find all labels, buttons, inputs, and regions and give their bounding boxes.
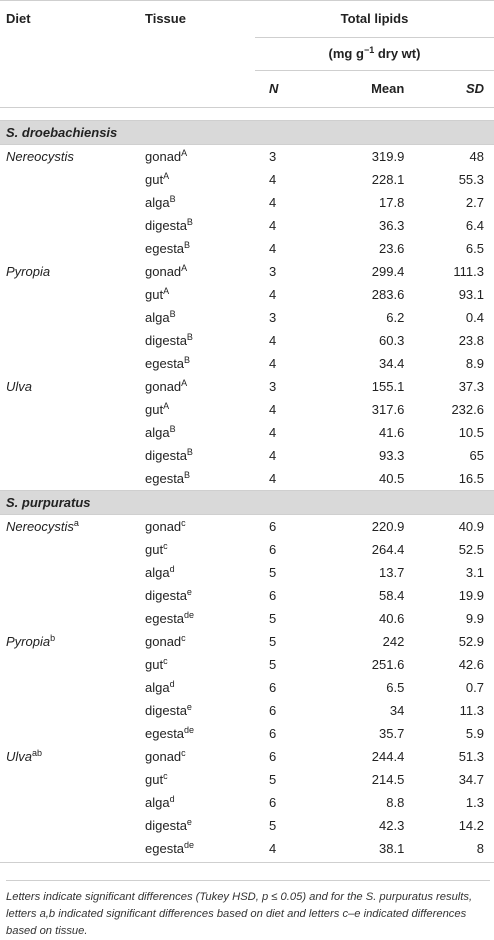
sd-cell: 8.9 <box>465 356 484 371</box>
sd-cell: 6.5 <box>465 241 484 256</box>
table-row <box>0 168 494 191</box>
mean-cell: 242 <box>382 634 405 649</box>
diet-cell <box>0 260 145 283</box>
diet-cell <box>0 515 145 539</box>
tissue-cell <box>145 768 255 791</box>
table-row <box>0 329 494 352</box>
total-lipids-header: Total lipids <box>255 1 494 38</box>
tissue-cell <box>145 607 255 630</box>
diet-name: Ulva <box>6 749 33 764</box>
tissue-cell <box>145 467 255 491</box>
tissue-name: gonad <box>145 634 182 649</box>
diet-cell <box>0 722 145 745</box>
diet-cell <box>0 306 145 329</box>
table-row <box>0 352 494 375</box>
table-row <box>0 676 494 699</box>
sd-cell: 55.3 <box>458 172 484 187</box>
n-cell: 3 <box>269 264 277 279</box>
mean-cell: 155.1 <box>371 379 405 394</box>
tissue-superscript: c <box>181 518 186 528</box>
n-cell: 6 <box>269 680 277 695</box>
diet-cell <box>0 467 145 491</box>
n-cell: 6 <box>269 749 277 764</box>
diet-cell <box>0 584 145 607</box>
table-row <box>0 398 494 421</box>
sd-cell: 52.5 <box>458 542 484 557</box>
table-row <box>0 814 494 837</box>
tissue-superscript: B <box>186 217 193 227</box>
species-label: S. droebachiensis <box>0 121 494 145</box>
tissue-superscript: B <box>184 470 191 480</box>
tissue-cell <box>145 237 255 260</box>
n-cell: 6 <box>269 726 277 741</box>
table-row <box>0 722 494 745</box>
diet-cell <box>0 538 145 561</box>
table-row <box>0 791 494 814</box>
mean-cell: 23.6 <box>379 241 405 256</box>
unit-exponent: −1 <box>363 45 375 55</box>
diet-cell <box>0 768 145 791</box>
sd-cell: 65 <box>469 448 484 463</box>
table-row <box>0 653 494 676</box>
diet-cell <box>0 814 145 837</box>
species-label: S. purpuratus <box>0 491 494 515</box>
sd-cell: 93.1 <box>458 287 484 302</box>
n-cell: 4 <box>269 287 277 302</box>
tissue-superscript: d <box>169 679 175 689</box>
sd-cell: 16.5 <box>458 471 484 486</box>
tissue-cell <box>145 653 255 676</box>
tissue-superscript: de <box>184 725 195 735</box>
mean-cell: 214.5 <box>371 772 405 787</box>
tissue-superscript: A <box>181 148 188 158</box>
sd-cell: 11.3 <box>459 703 484 718</box>
n-cell: 3 <box>269 310 277 325</box>
n-cell: 6 <box>269 542 277 557</box>
table-row <box>0 467 494 491</box>
diet-cell <box>0 398 145 421</box>
tissue-cell <box>145 584 255 607</box>
sd-cell: 40.9 <box>458 519 484 534</box>
tissue-superscript: A <box>163 171 170 181</box>
tissue-name: gut <box>145 542 164 557</box>
table-row <box>0 745 494 768</box>
tissue-name: gut <box>145 657 164 672</box>
diet-cell <box>0 375 145 398</box>
diet-cell <box>0 214 145 237</box>
n-cell: 4 <box>269 425 277 440</box>
diet-cell <box>0 168 145 191</box>
tissue-cell <box>145 214 255 237</box>
tissue-name: gonad <box>145 749 182 764</box>
tissue-header: Tissue <box>145 1 255 38</box>
sd-cell: 0.4 <box>465 310 484 325</box>
diet-cell <box>0 329 145 352</box>
mean-cell: 17.8 <box>379 195 405 210</box>
table-row <box>0 421 494 444</box>
mean-cell: 93.3 <box>379 448 405 463</box>
tissue-superscript: d <box>169 794 175 804</box>
sd-cell: 5.9 <box>465 726 484 741</box>
species-row <box>0 121 494 145</box>
tissue-name: gonad <box>145 149 182 164</box>
diet-cell <box>0 791 145 814</box>
tissue-name: alga <box>145 195 170 210</box>
tissue-cell <box>145 814 255 837</box>
diet-cell <box>0 745 145 768</box>
diet-superscript: ab <box>32 748 43 758</box>
diet-cell <box>0 237 145 260</box>
n-cell: 5 <box>269 818 277 833</box>
tissue-name: gonad <box>145 379 182 394</box>
tissue-cell <box>145 421 255 444</box>
diet-cell <box>0 699 145 722</box>
table-row <box>0 699 494 722</box>
mean-cell: 6.2 <box>386 310 405 325</box>
tissue-superscript: e <box>186 817 192 827</box>
mean-cell: 244.4 <box>371 749 405 764</box>
tissue-name: egesta <box>145 611 185 626</box>
tissue-name: digesta <box>145 588 187 603</box>
sd-cell: 232.6 <box>451 402 484 417</box>
table-row <box>0 145 494 169</box>
mean-cell: 34.4 <box>379 356 405 371</box>
sd-cell: 3.1 <box>465 565 484 580</box>
mean-cell: 35.7 <box>379 726 405 741</box>
sd-header: SD <box>414 71 494 108</box>
sd-cell: 34.7 <box>458 772 484 787</box>
tissue-cell <box>145 329 255 352</box>
sd-cell: 14.2 <box>458 818 484 833</box>
n-cell: 4 <box>269 448 277 463</box>
n-cell: 5 <box>269 634 277 649</box>
tissue-name: gonad <box>145 519 182 534</box>
tissue-name: egesta <box>145 726 185 741</box>
tissue-cell <box>145 538 255 561</box>
mean-cell: 36.3 <box>379 218 405 233</box>
tissue-cell <box>145 145 255 169</box>
mean-cell: 228.1 <box>371 172 405 187</box>
mean-cell: 283.6 <box>371 287 405 302</box>
tissue-cell <box>145 444 255 467</box>
diet-cell <box>0 145 145 169</box>
n-cell: 5 <box>269 611 277 626</box>
sd-cell: 0.7 <box>465 680 484 695</box>
tissue-superscript: c <box>163 541 168 551</box>
header-row-2 <box>0 38 494 71</box>
tissue-superscript: e <box>186 587 192 597</box>
table-footnote: Letters indicate significant differences (Tukey HSD, p ≤ 0.05) and for the S. purpuratus results, letters a,b indicated significant differences based on diet and letters c–e indicated differences based on tissue. <box>6 880 490 940</box>
tissue-cell <box>145 722 255 745</box>
n-cell: 5 <box>269 565 277 580</box>
diet-name: Ulva <box>6 379 33 394</box>
tissue-superscript: c <box>181 633 186 643</box>
tissue-superscript: c <box>181 748 186 758</box>
header-row-1 <box>0 1 494 38</box>
tissue-superscript: de <box>184 610 195 620</box>
sd-cell: 42.6 <box>458 657 484 672</box>
n-cell: 5 <box>269 772 277 787</box>
sd-cell: 51.3 <box>458 749 484 764</box>
tissue-name: gonad <box>145 264 182 279</box>
mean-cell: 251.6 <box>371 657 405 672</box>
tissue-cell <box>145 375 255 398</box>
n-cell: 3 <box>269 379 277 394</box>
table-row <box>0 837 494 860</box>
tissue-superscript: c <box>163 656 168 666</box>
header-row-3 <box>0 71 494 108</box>
tissue-superscript: B <box>186 332 193 342</box>
unit-header <box>255 38 494 71</box>
mean-cell: 38.1 <box>379 841 405 856</box>
table-row <box>0 630 494 653</box>
table-row <box>0 375 494 398</box>
table-row <box>0 306 494 329</box>
tissue-cell <box>145 699 255 722</box>
n-cell: 4 <box>269 841 277 856</box>
n-cell: 4 <box>269 333 277 348</box>
diet-name: Nereocystis <box>6 149 74 164</box>
tissue-superscript: B <box>184 240 191 250</box>
tissue-name: alga <box>145 680 170 695</box>
unit-label: (mg $g^{-1}$ dry wt) <box>328 45 421 61</box>
tissue-name: egesta <box>145 471 185 486</box>
table-row <box>0 607 494 630</box>
diet-cell <box>0 352 145 375</box>
tissue-superscript: e <box>186 702 192 712</box>
diet-cell <box>0 191 145 214</box>
tissue-cell <box>145 630 255 653</box>
diet-cell <box>0 607 145 630</box>
mean-header: Mean <box>335 71 415 108</box>
mean-cell: 317.6 <box>371 402 405 417</box>
mean-cell: 34 <box>389 703 405 718</box>
tissue-cell <box>145 398 255 421</box>
sd-cell: 23.8 <box>458 333 484 348</box>
sd-cell: 10.5 <box>458 425 484 440</box>
mean-cell: 40.6 <box>379 611 405 626</box>
tissue-name: gut <box>145 772 164 787</box>
sd-cell: 8 <box>476 841 484 856</box>
n-cell: 4 <box>269 195 277 210</box>
n-cell: 5 <box>269 657 277 672</box>
mean-cell: 6.5 <box>386 680 405 695</box>
diet-cell <box>0 421 145 444</box>
tissue-cell <box>145 191 255 214</box>
table-row <box>0 561 494 584</box>
diet-cell <box>0 837 145 860</box>
mean-cell: 41.6 <box>379 425 405 440</box>
bottom-rule <box>0 862 494 863</box>
tissue-name: digesta <box>145 448 187 463</box>
diet-cell <box>0 676 145 699</box>
n-cell: 6 <box>269 519 277 534</box>
tissue-superscript: A <box>163 286 170 296</box>
table-row <box>0 214 494 237</box>
n-cell: 3 <box>269 149 277 164</box>
table-row <box>0 538 494 561</box>
diet-cell <box>0 444 145 467</box>
diet-cell <box>0 630 145 653</box>
tissue-cell <box>145 352 255 375</box>
table-row <box>0 260 494 283</box>
n-cell: 4 <box>269 471 277 486</box>
mean-cell: 13.7 <box>379 565 405 580</box>
n-cell: 4 <box>269 241 277 256</box>
diet-cell <box>0 561 145 584</box>
mean-cell: 42.3 <box>379 818 405 833</box>
sd-cell: 111.3 <box>453 264 484 279</box>
tissue-name: alga <box>145 795 170 810</box>
tissue-name: digesta <box>145 333 187 348</box>
sd-cell: 2.7 <box>465 195 484 210</box>
tissue-cell <box>145 791 255 814</box>
tissue-name: egesta <box>145 241 185 256</box>
tissue-superscript: B <box>169 309 176 319</box>
sd-cell: 6.4 <box>465 218 484 233</box>
tissue-name: alga <box>145 565 170 580</box>
tissue-name: gut <box>145 287 164 302</box>
tissue-name: digesta <box>145 703 187 718</box>
tissue-cell <box>145 168 255 191</box>
mean-cell: 8.8 <box>386 795 405 810</box>
diet-name: Pyropia <box>6 634 51 649</box>
tissue-cell <box>145 745 255 768</box>
table-row <box>0 237 494 260</box>
diet-superscript: b <box>50 633 56 643</box>
tissue-superscript: d <box>169 564 175 574</box>
n-cell: 4 <box>269 218 277 233</box>
species-row <box>0 491 494 515</box>
tissue-cell <box>145 561 255 584</box>
n-cell: 4 <box>269 172 277 187</box>
tissue-superscript: B <box>184 355 191 365</box>
tissue-cell <box>145 515 255 539</box>
n-cell: 4 <box>269 356 277 371</box>
tissue-name: alga <box>145 310 170 325</box>
tissue-superscript: B <box>169 424 176 434</box>
table-row <box>0 191 494 214</box>
diet-name: Nereocystis <box>6 519 74 534</box>
tissue-name: digesta <box>145 818 187 833</box>
table-row <box>0 283 494 306</box>
tissue-superscript: de <box>184 840 195 850</box>
tissue-superscript: B <box>186 447 193 457</box>
sd-cell: 52.9 <box>458 634 484 649</box>
tissue-cell <box>145 306 255 329</box>
tissue-cell <box>145 260 255 283</box>
tissue-name: egesta <box>145 356 185 371</box>
mean-cell: 40.5 <box>379 471 405 486</box>
tissue-superscript: B <box>169 194 176 204</box>
diet-name: Pyropia <box>6 264 51 279</box>
tissue-superscript: A <box>163 401 170 411</box>
sd-cell: 1.3 <box>465 795 484 810</box>
tissue-name: gut <box>145 172 164 187</box>
tissue-name: egesta <box>145 841 185 856</box>
mean-cell: 264.4 <box>371 542 405 557</box>
tissue-name: alga <box>145 425 170 440</box>
diet-header: Diet <box>0 1 145 38</box>
tissue-cell <box>145 676 255 699</box>
sd-cell: 37.3 <box>458 379 484 394</box>
table-row <box>0 444 494 467</box>
n-cell: 6 <box>269 588 277 603</box>
sd-cell: 48 <box>469 149 484 164</box>
table-row <box>0 768 494 791</box>
n-cell: 4 <box>269 402 277 417</box>
mean-cell: 220.9 <box>371 519 405 534</box>
mean-cell: 299.4 <box>371 264 405 279</box>
diet-cell <box>0 283 145 306</box>
mean-cell: 60.3 <box>379 333 405 348</box>
tissue-superscript: A <box>181 378 188 388</box>
n-cell: 6 <box>269 795 277 810</box>
sd-cell: 19.9 <box>458 588 484 603</box>
tissue-superscript: c <box>163 771 168 781</box>
n-header: N <box>255 71 335 108</box>
tissue-superscript: A <box>181 263 188 273</box>
mean-cell: 58.4 <box>379 588 405 603</box>
table-row <box>0 584 494 607</box>
tissue-name: digesta <box>145 218 187 233</box>
tissue-cell <box>145 837 255 860</box>
tissue-cell <box>145 283 255 306</box>
tissue-name: gut <box>145 402 164 417</box>
diet-superscript: a <box>73 518 79 528</box>
sd-cell: 9.9 <box>465 611 484 626</box>
diet-cell <box>0 653 145 676</box>
table-row <box>0 515 494 539</box>
n-cell: 6 <box>269 703 277 718</box>
mean-cell: 319.9 <box>371 149 405 164</box>
